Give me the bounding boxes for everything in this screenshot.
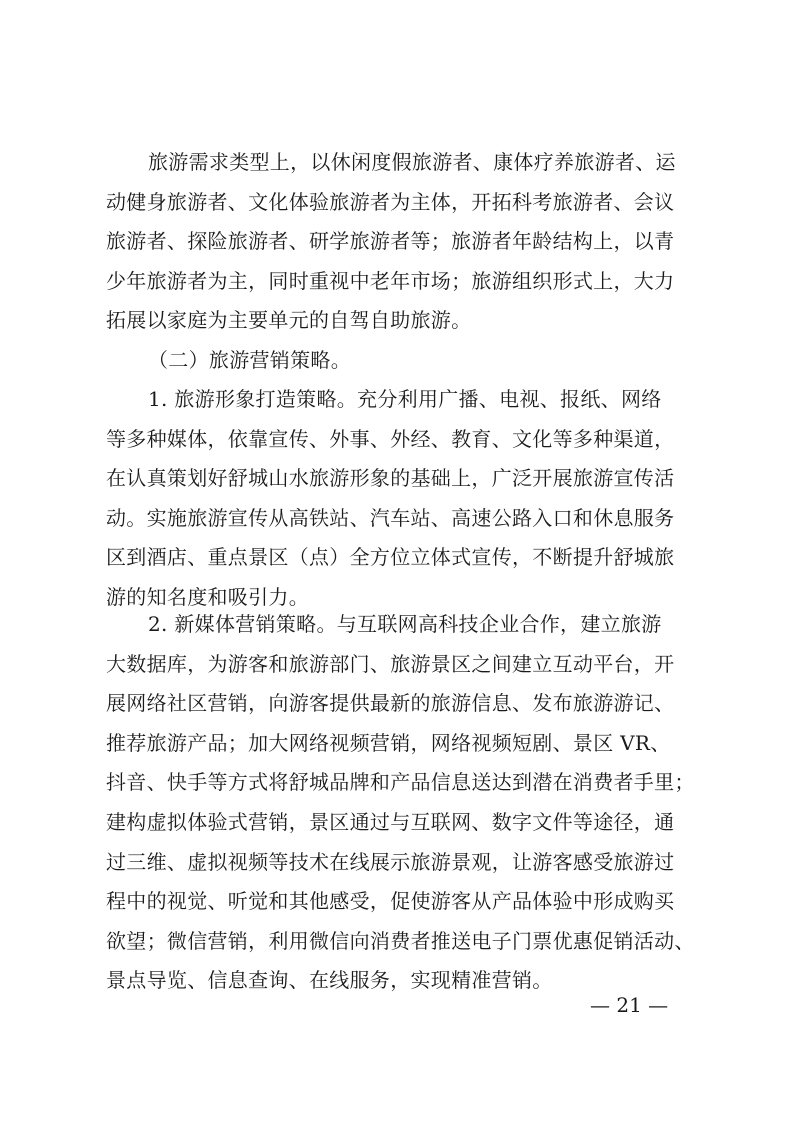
page-number: — 21 — <box>590 993 669 1017</box>
text-line: 游的知名度和吸引力。 <box>106 584 309 609</box>
text-line: 在认真策划好舒城山水旅游形象的基础上，广泛开展旅游宣传活 <box>106 466 675 491</box>
text-line: 等多种媒体，依靠宣传、外事、外经、教育、文化等多种渠道， <box>106 426 675 451</box>
text-line: 程中的视觉、听觉和其他感受，促使游客从产品体验中形成购买 <box>106 889 675 914</box>
text-line: 拓展以家庭为主要单元的自驾自助旅游。 <box>106 308 472 333</box>
text-line: 区到酒店、重点景区（点）全方位立体式宣传，不断提升舒城旅 <box>106 545 675 570</box>
text-line: 1. 旅游形象打造策略。充分利用广播、电视、报纸、网络 <box>148 387 662 411</box>
text-line: 少年旅游者为主，同时重视中老年市场；旅游组织形式上，大力 <box>106 268 675 293</box>
text-line: 过三维、虚拟视频等技术在线展示旅游景观，让游客感受旅游过 <box>106 849 675 874</box>
text-line: 抖音、快手等方式将舒城品牌和产品信息送达到潜在消费者手里； <box>106 770 695 795</box>
text-line: 建构虚拟体验式营销，景区通过与互联网、数字文件等途径，通 <box>106 809 675 834</box>
text-line: 大数据库，为游客和旅游部门、旅游景区之间建立互动平台，开 <box>106 651 675 676</box>
text-line: 旅游者、探险旅游者、研学旅游者等；旅游者年龄结构上，以青 <box>106 229 675 254</box>
section-heading-text: （二）旅游营销策略。 <box>148 348 351 372</box>
text-line: 欲望；微信营销，利用微信向消费者推送电子门票优惠促销活动、 <box>106 928 695 953</box>
text-line: 动健身旅游者、文化体验旅游者为主体，开拓科考旅游者、会议 <box>106 189 675 214</box>
paragraph-image-strategy <box>106 380 688 618</box>
text-line: 动。实施旅游宣传从高铁站、汽车站、高速公路入口和休息服务 <box>106 505 675 530</box>
text-line: 景点导览、信息查询、在线服务，实现精准营销。 <box>106 968 553 993</box>
paragraph-demand-types <box>106 143 688 341</box>
section-heading <box>106 341 688 381</box>
paragraph-new-media-strategy <box>106 605 695 1001</box>
text-line: 2. 新媒体营销策略。与互联网高科技企业合作，建立旅游 <box>148 612 662 636</box>
text-line: 旅游需求类型上，以休闲度假旅游者、康体疗养旅游者、运 <box>148 150 676 174</box>
text-line: 推荐旅游产品；加大网络视频营销，网络视频短剧、景区 VR、 <box>106 730 671 755</box>
text-line: 展网络社区营销，向游客提供最新的旅游信息、发布旅游游记、 <box>106 691 675 716</box>
